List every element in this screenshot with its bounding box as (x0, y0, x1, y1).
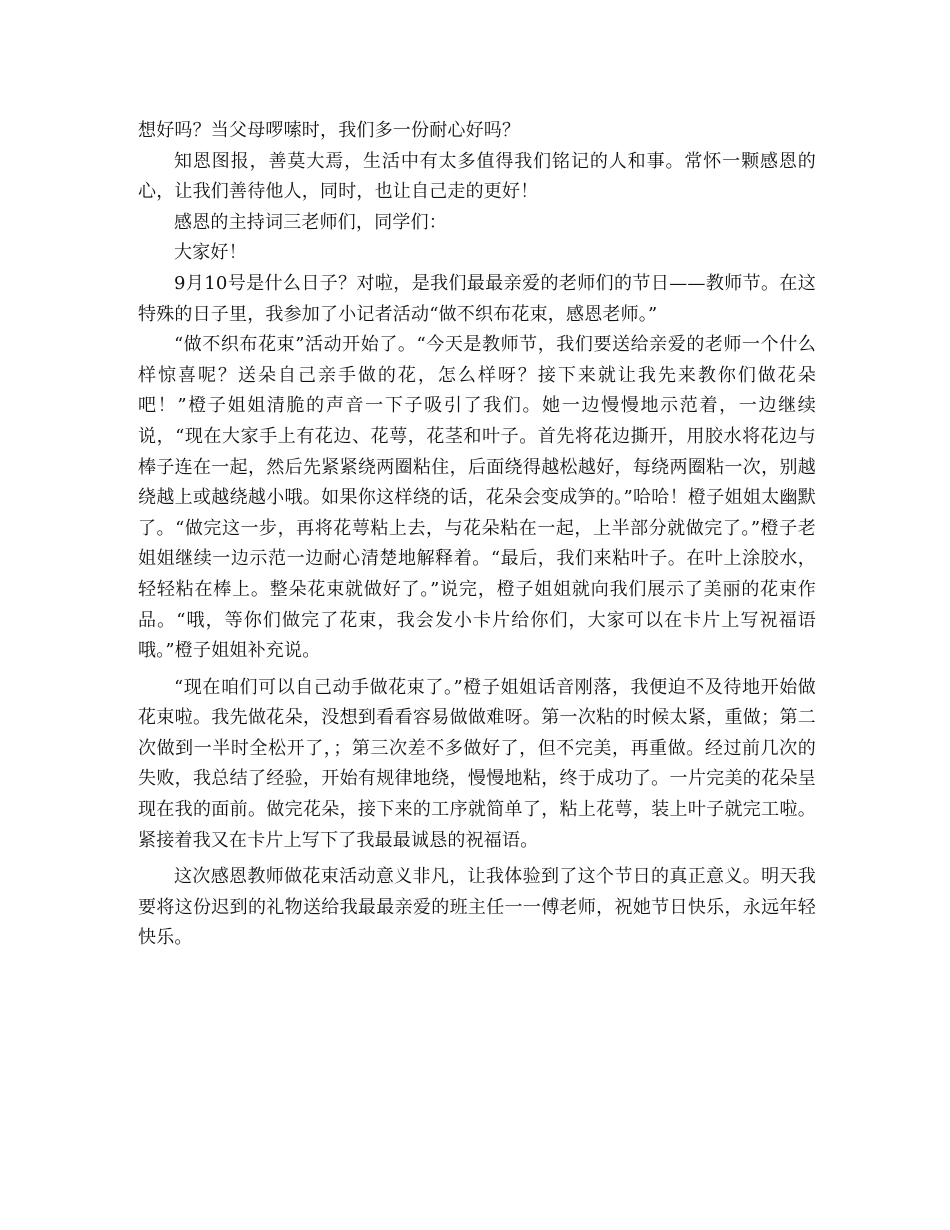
paragraph-gratitude: 知恩图报，善莫大焉，生活中有太多值得我们铭记的人和事。常怀一颗感恩的心，让我们善待他人，同时，也让自己走的更好！ (138, 150, 816, 203)
paragraph-host-speech-title: 感恩的主持词三老师们，同学们： (174, 211, 447, 233)
paragraph-continuation: 想好吗？当父母啰嗦时，我们多一份耐心好吗？ (138, 120, 521, 141)
paragraph-teachers-day: 9月10号是什么日子？对啦，是我们最最亲爱的老师们的节日——教师节。在这特殊的日子里，我参加了小记者活动“做不织布花束，感恩老师。” (138, 272, 816, 325)
document-body (138, 116, 816, 954)
paragraph-activity-demo: “做不织布花束”活动开始了。“今天是教师节，我们要送给亲爱的老师一个什么样惊喜呢？送朵自己亲手做的花，怎么样呀？接下来就让我先来教你们做花朵吧！”橙子姐姐清脆的声音一下子吸引了我们。她一边慢慢地示范着，一边继续说，“现在大家手上有花边、花萼，花茎和叶子。首先将花边撕开，用胶水将花边与棒子连在一起，然后先紧紧绕两圈粘住，后面绕得越松越好，每绕两圈粘一次，别越绕越上或越绕越小哦。如果你这样绕的话，花朵会变成笋的。”哈哈！橙子姐姐太幽默了。“做完这一步，再将花萼粘上去，与花朵粘在一起，上半部分就做完了。”橙子老姐姐继续一边示范一边耐心清楚地解释着。“最后，我们来粘叶子。在叶上涂胶水，轻轻粘在棒上。整朵花束就做好了。”说完，橙子姐姐就向我们展示了美丽的花束作品。“哦，等你们做完了花束，我会发小卡片给你们，大家可以在卡片上写祝福语哦。”橙子姐姐补充说。 (138, 334, 816, 662)
paragraph-conclusion: 这次感恩教师做花束活动意义非凡，让我体验到了这个节日的真正意义。明天我要将这份迟到的礼物送给我最最亲爱的班主任一一傅老师，祝她节日快乐，永远年轻快乐。 (138, 866, 816, 949)
paragraph-making-flowers: “现在咱们可以自己动手做花束了。”橙子姐姐话音刚落，我便迫不及待地开始做花束啦。我先做花朵，没想到看看容易做做难呀。第一次粘的时候太紧，重做；第二次做到一半时全松开了，；第三次差不多做好了，但不完美，再重做。经过前几次的失败，我总结了经验，开始有规律地绕，慢慢地粘，终于成功了。一片完美的花朵呈现在我的面前。做完花朵，接下来的工序就简单了，粘上花萼，装上叶子就完工啦。紧接着我又在卡片上写下了我最最诚恳的祝福语。 (138, 676, 816, 851)
paragraph-greeting: 大家好！ (174, 242, 247, 264)
